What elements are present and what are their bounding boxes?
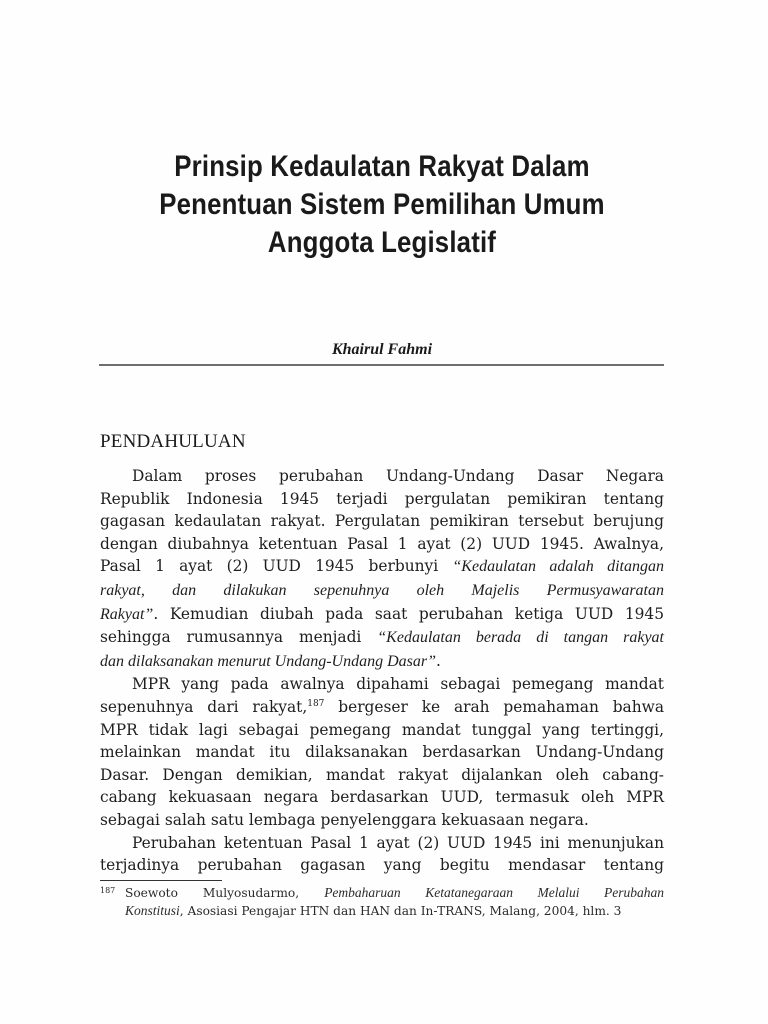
text-line	[100, 555, 664, 579]
text-line	[100, 696, 664, 719]
text-line: Republik Indonesia 1945 terjadi pergulatan pemikiran tentang	[100, 489, 664, 508]
paragraph-1	[100, 465, 664, 673]
title-divider	[99, 364, 664, 366]
text-line	[100, 626, 664, 650]
quote-italic: rakyat, dan dilakukan sepenuhnya oleh Majelis Permusyawaratan	[100, 581, 664, 599]
text-span: .	[436, 651, 441, 670]
quote-italic: “Kedaulatan adalah ditangan	[452, 558, 664, 576]
text-span: sehingga rumusannya menjadi	[100, 628, 378, 647]
text-line: Perubahan ketentuan Pasal 1 ayat (2) UUD 1945 ini menunjukan	[132, 833, 664, 852]
text-line: MPR tidak lagi sebagai pemegang mandat tunggal yang tertinggi,	[100, 720, 664, 739]
text-line	[100, 579, 664, 603]
quote-italic: Rakyat”	[100, 605, 154, 623]
quote-italic: dan dilaksanakan menurut Undang-Undang Dasar”	[100, 652, 436, 670]
text-line: Dalam proses perubahan Undang-Undang Dasar Negara	[132, 467, 664, 485]
footnote-author: Soewoto Mulyosudarmo,	[125, 886, 325, 900]
footnote-separator	[100, 880, 222, 881]
footnote-publication: , Asosiasi Pengajar HTN dan HAN dan In-TRANS, Malang, 2004, hlm. 3	[179, 904, 622, 918]
text-span: . Kemudian diubah pada saat perubahan ketiga UUD 1945	[153, 604, 664, 623]
author-name: Khairul Fahmi	[331, 341, 433, 358]
footnote-book-title: Pembaharuan Ketatanegaraan Melalui Perubahan	[324, 885, 664, 900]
text-line	[100, 603, 664, 627]
chapter-title	[139, 148, 624, 262]
text-line: dengan diubahnya ketentuan Pasal 1 ayat (2) UUD 1945. Awalnya,	[100, 534, 664, 553]
text-line: terjadinya perubahan gagasan yang begitu mendasar tentang	[100, 856, 664, 875]
title-line-1: Prinsip Kedaulatan Rakyat Dalam	[174, 150, 590, 183]
text-span: Pasal 1 ayat (2) UUD 1945 berbunyi	[100, 557, 453, 576]
text-line: cabang kekuasaan negara berdasarkan UUD, termasuk oleh MPR	[100, 788, 664, 807]
text-line: sebagai salah satu lembaga penyelenggara kekuasaan negara.	[100, 810, 589, 829]
text-line	[100, 650, 664, 674]
text-span: sepenuhnya dari rakyat,	[100, 697, 308, 716]
title-line-2: Penentuan Sistem Pemilihan Umum	[159, 188, 605, 221]
quote-italic: “Kedaulatan berada di tangan rakyat	[377, 629, 665, 647]
text-span: bergeser ke arah pemahaman bahwa	[324, 697, 664, 716]
footnote	[100, 884, 664, 920]
text-line: MPR yang pada awalnya dipahami sebagai pemegang mandat	[132, 675, 664, 694]
text-line: Dasar. Dengan demikian, mandat rakyat dijalankan oleh cabang-	[100, 765, 664, 784]
footnote-reference[interactable]: 187	[307, 698, 325, 709]
section-heading: PENDAHULUAN	[100, 431, 246, 452]
text-line: melainkan mandat itu dilaksanakan berdasarkan Undang-Undang	[100, 743, 664, 762]
title-line-3: Anggota Legislatif	[267, 226, 497, 259]
text-line: gagasan kedaulatan rakyat. Pergulatan pemikiran tersebut berujung	[100, 512, 664, 531]
footnote-book-title: Konstitusi	[125, 903, 180, 918]
paragraph-2	[100, 673, 664, 831]
paragraph-3	[100, 832, 664, 877]
footnote-number: 187	[100, 886, 116, 895]
footnote-line	[100, 902, 664, 920]
footnote-line	[100, 884, 664, 902]
body-text	[100, 465, 664, 877]
